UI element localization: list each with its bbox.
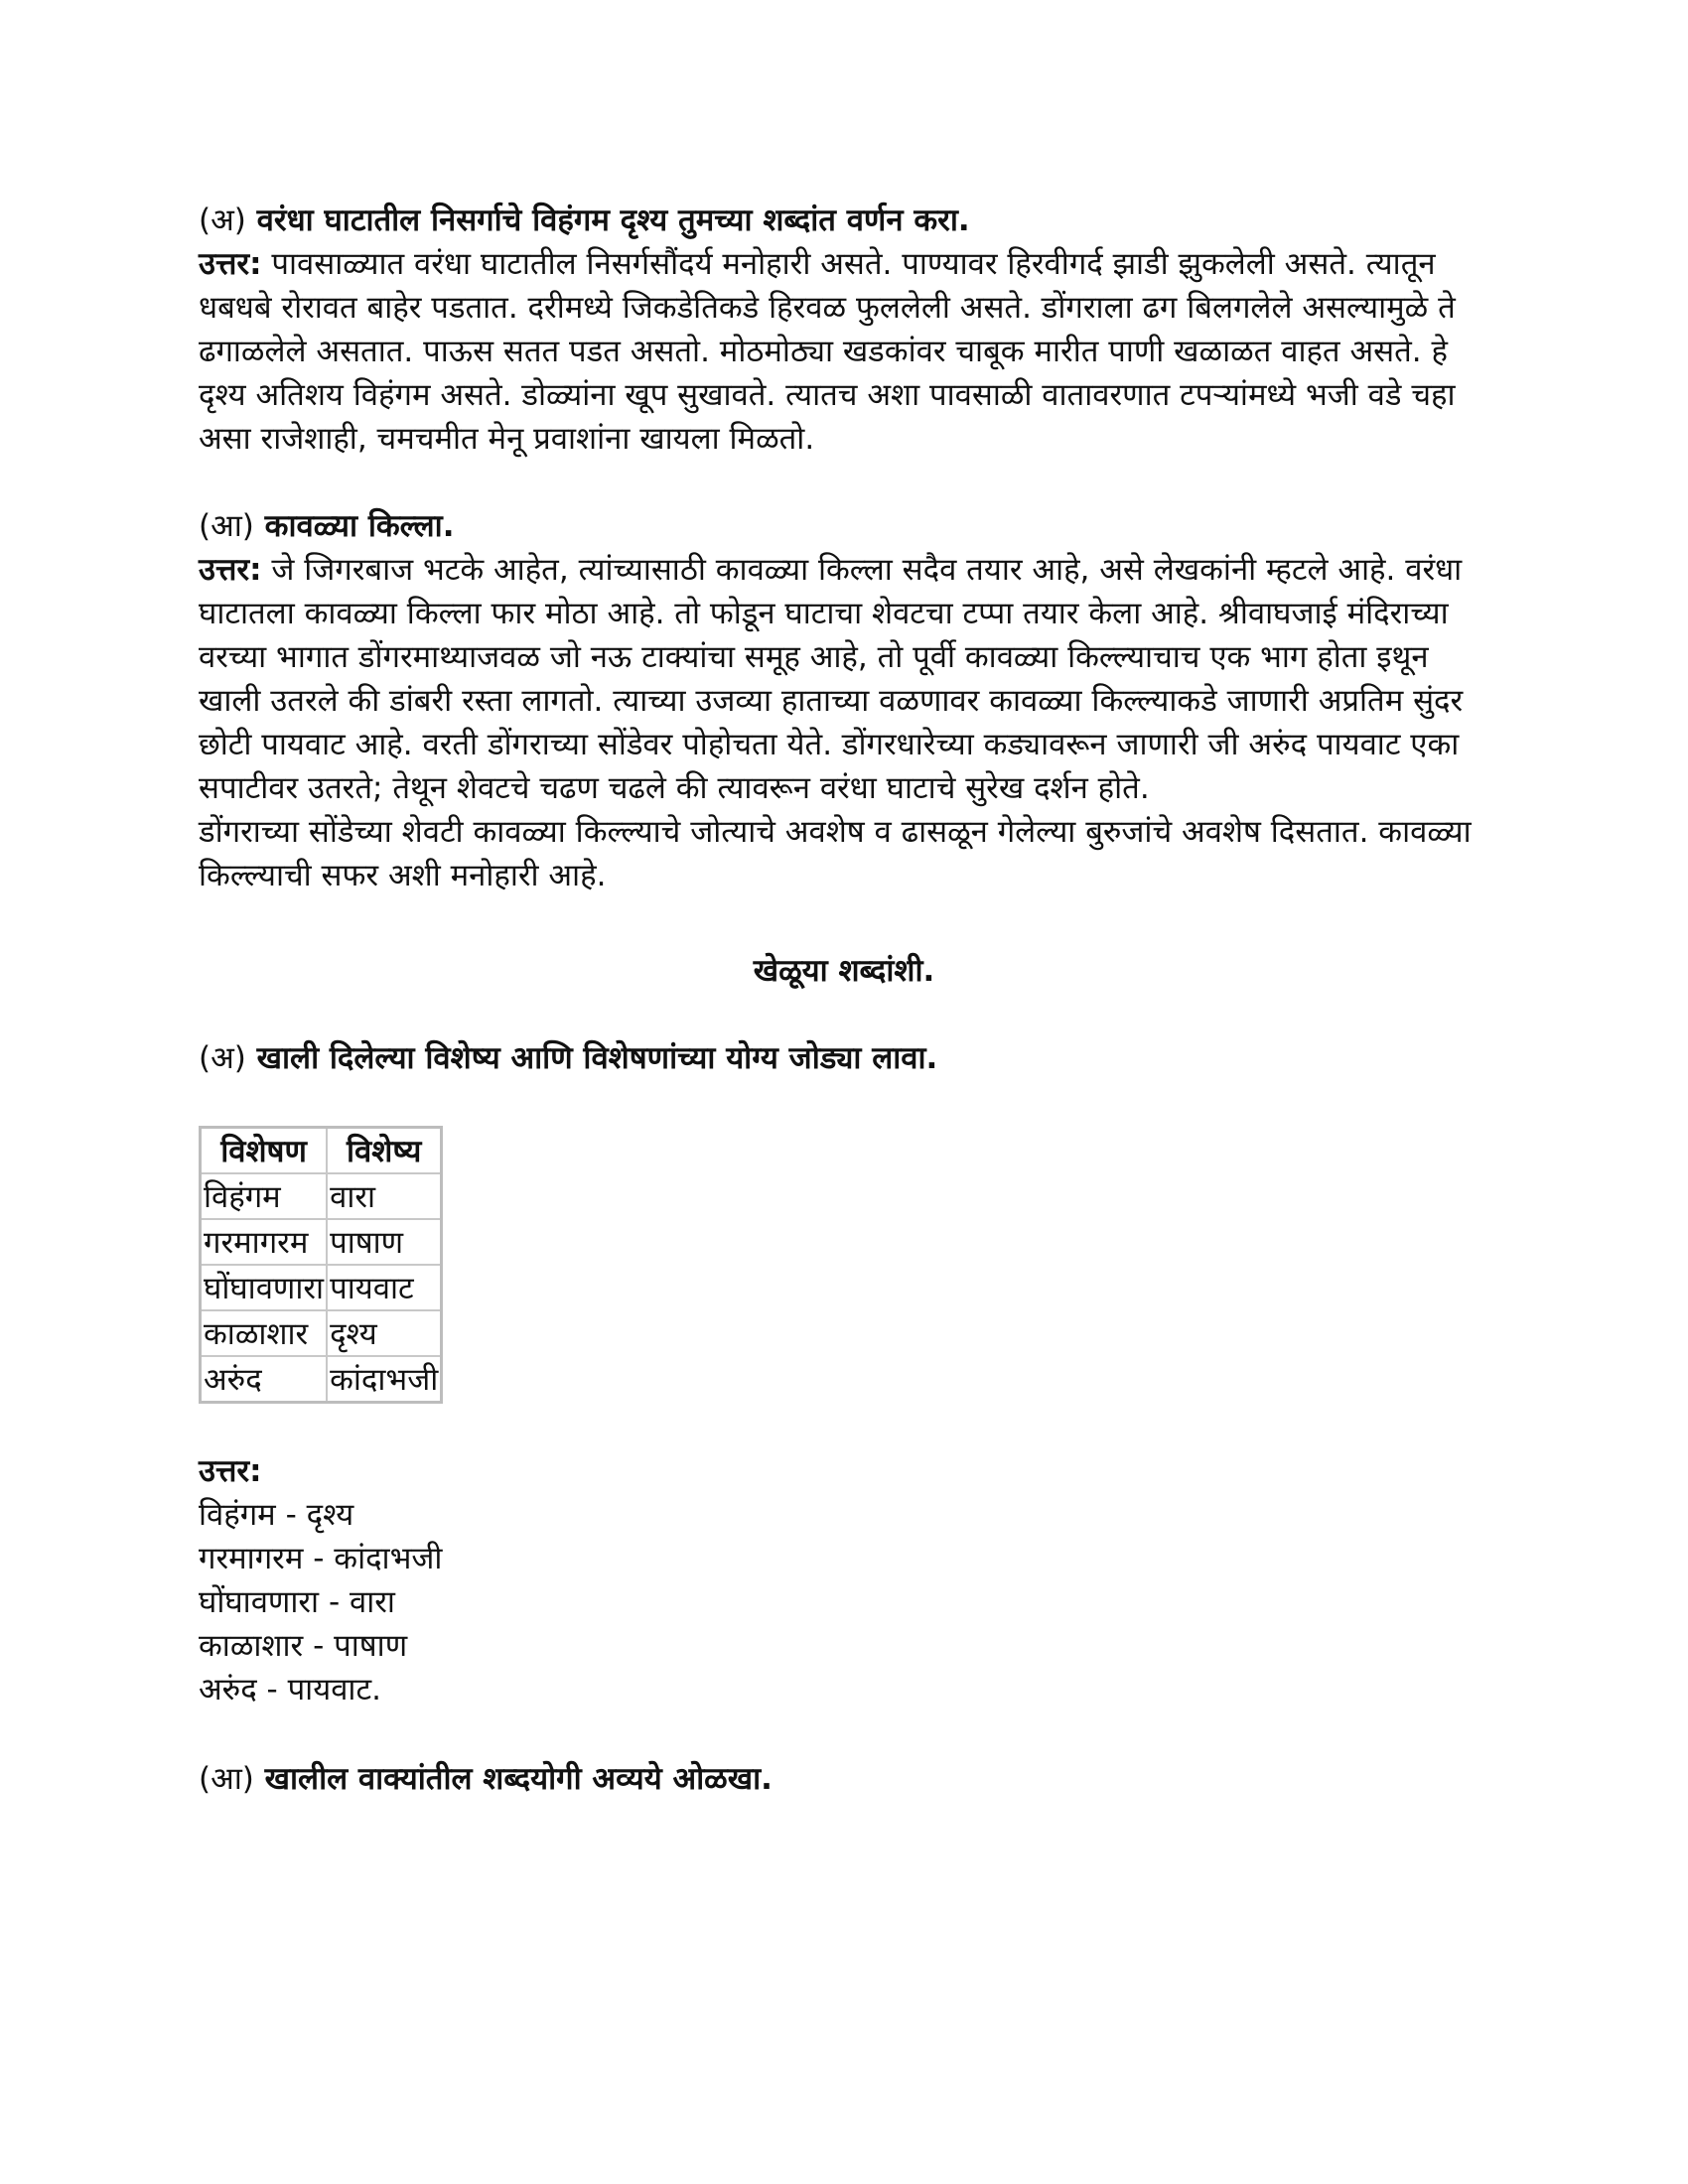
- question-number: (आ): [199, 1761, 254, 1797]
- answer-paragraph: [199, 242, 1489, 461]
- document-content: [199, 199, 1489, 1801]
- answer-label: उत्तर:: [199, 552, 262, 588]
- answer-text: पावसाळ्यात वरंधा घाटातील निसर्गसौंदर्य मनोहारी असते. पाण्यावर हिरवीगर्द झाडी झुकलेली असते. त्यातून धबधबे रोरावत बाहेर पडतात. दरीमध्ये जिकडेतिकडे हिरवळ फुललेली असते. डोंगराला ढग बिलगलेले असल्यामुळे ते ढगाळलेले असतात. पाऊस सतत पडत असतो. मोठमोठ्या खडकांवर चाबूक मारीत पाणी खळाळत वाहत असते. हे दृश्य अतिशय विहंगम असते. डोळ्यांना खूप सुखावते. त्यातच अशा पावसाळी वातावरणात टपऱ्यांमध्ये भजी वडे चहा असा राजेशाही, चमचमीत मेनू प्रवाशांना खायला मिळतो.: [199, 246, 1456, 457]
- section-heading: खेळूया शब्दांशी.: [753, 953, 935, 989]
- section-description: [199, 199, 1489, 461]
- table-row: [201, 1310, 442, 1356]
- answer-line: घोंघावणारा - वारा: [199, 1584, 395, 1620]
- table-row: [201, 1219, 442, 1265]
- question-number: (आ): [199, 508, 254, 544]
- table-cell: काळाशार: [201, 1310, 328, 1356]
- question-text: कावळ्या किल्ला.: [264, 508, 455, 544]
- answer-label: उत्तर:: [199, 1453, 262, 1489]
- question-heading: [199, 504, 1489, 548]
- table-row: [201, 1265, 442, 1310]
- table-cell: वारा: [327, 1173, 442, 1219]
- table-cell: दृश्य: [327, 1310, 442, 1356]
- table-cell: पाषाण: [327, 1219, 442, 1265]
- answer-text: जे जिगरबाज भटके आहेत, त्यांच्यासाठी कावळ्या किल्ला सदैव तयार आहे, असे लेखकांनी म्हटले आहे. वरंधा घाटातला कावळ्या किल्ला फार मोठा आहे. तो फोडून घाटाचा शेवटचा टप्पा तयार केला आहे. श्रीवाघजाई मंदिराच्या वरच्या भागात डोंगरमाथ्याजवळ जो नऊ टाक्यांचा समूह आहे, तो पूर्वी कावळ्या किल्ल्याचाच एक भाग होता इथून खाली उतरले की डांबरी रस्ता लागतो. त्याच्या उजव्या हाताच्या वळणावर कावळ्या किल्ल्याकडे जाणारी अप्रतिम सुंदर छोटी पायवाट आहे. वरती डोंगराच्या सोंडेवर पोहोचता येते. डोंगरधारेच्या कड्यावरून जाणारी जी अरुंद पायवाट एका सपाटीवर उतरते; तेथून शेवटचे चढण चढले की त्यावरून वरंधा घाटाचे सुरेख दर्शन होते.: [199, 552, 1464, 806]
- matching-answers: [199, 1449, 1489, 1711]
- table-cell: कांदाभजी: [327, 1356, 442, 1403]
- table-row: [201, 1173, 442, 1219]
- section-fort: [199, 504, 1489, 897]
- question-heading: [199, 1757, 1489, 1801]
- answer-line: गरमागरम - कांदाभजी: [199, 1541, 443, 1576]
- answer-line: काळाशार - पाषाण: [199, 1628, 408, 1664]
- table-cell: घोंघावणारा: [201, 1265, 328, 1310]
- table-cell: पायवाट: [327, 1265, 442, 1310]
- answer-paragraph: [199, 548, 1489, 810]
- answer-line: अरुंद - पायवाट.: [199, 1672, 381, 1707]
- answer-paragraph-continued: डोंगराच्या सोंडेच्या शेवटी कावळ्या किल्ल्याचे जोत्याचे अवशेष व ढासळून गेलेल्या बुरुजांचे अवशेष दिसतात. कावळ्या किल्ल्याची सफर अशी मनोहारी आहे.: [199, 814, 1472, 893]
- matching-table: [199, 1126, 443, 1404]
- question-text: खाली दिलेल्या विशेष्य आणि विशेषणांच्या योग्य जोड्या लावा.: [256, 1040, 938, 1076]
- column-header: विशेषण: [201, 1128, 328, 1174]
- question-heading: [199, 199, 1489, 242]
- table-cell: विहंगम: [201, 1173, 328, 1219]
- question-number: (अ): [199, 203, 246, 238]
- column-header: विशेष्य: [327, 1128, 442, 1174]
- table-cell: अरुंद: [201, 1356, 328, 1403]
- table-header-row: [201, 1128, 442, 1174]
- answer-line: विहंगम - दृश्य: [199, 1497, 354, 1533]
- answer-label: उत्तर:: [199, 246, 262, 282]
- table-cell: गरमागरम: [201, 1219, 328, 1265]
- question-number: (अ): [199, 1040, 246, 1076]
- table-row: [201, 1356, 442, 1403]
- question-heading: [199, 1036, 1489, 1080]
- question-text: खालील वाक्यांतील शब्दयोगी अव्यये ओळखा.: [264, 1761, 773, 1797]
- question-text: वरंधा घाटातील निसर्गाचे विहंगम दृश्य तुमच्या शब्दांत वर्णन करा.: [256, 203, 970, 238]
